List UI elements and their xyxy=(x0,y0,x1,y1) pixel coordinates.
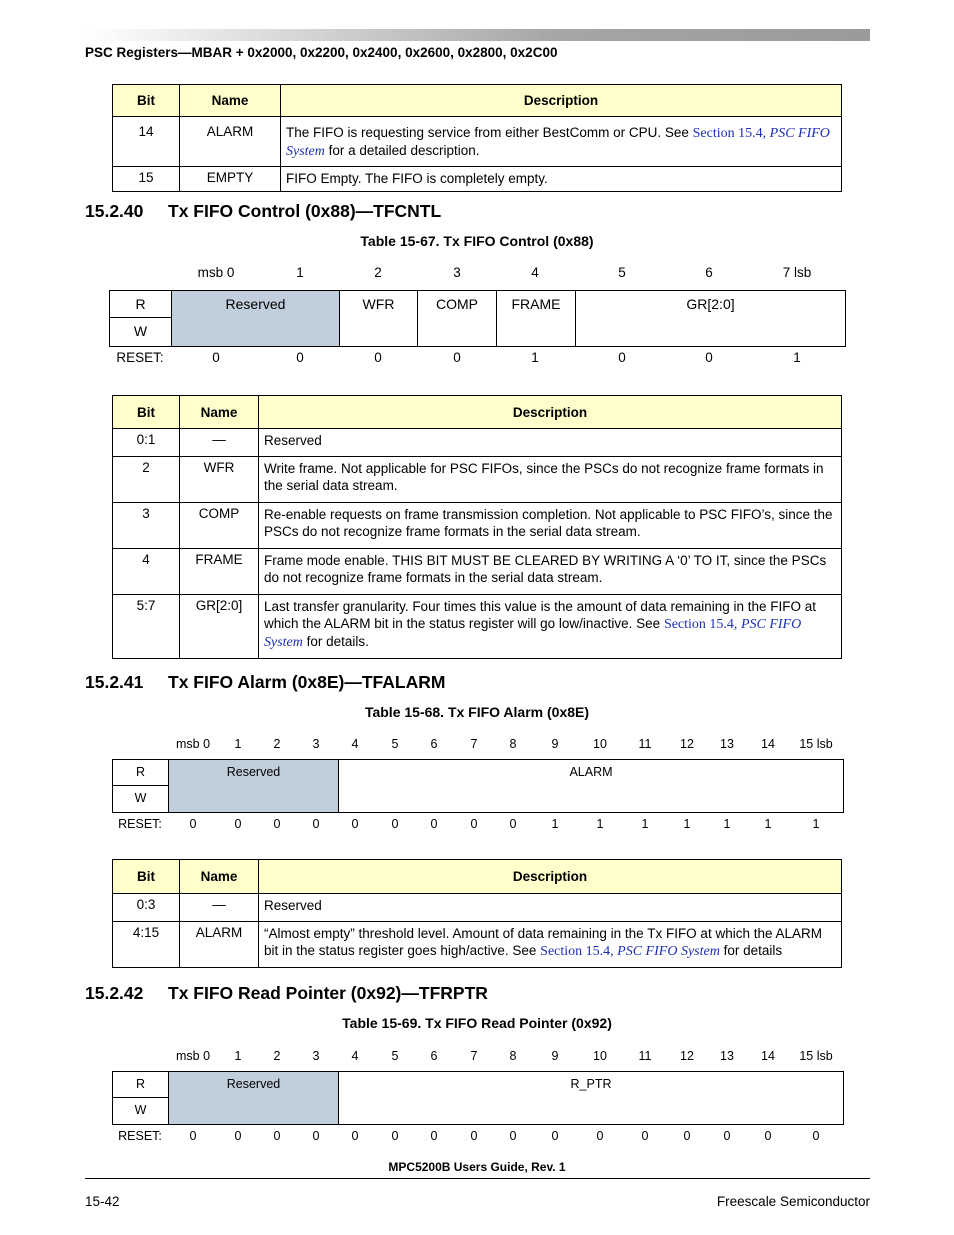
cell-description xyxy=(281,117,842,167)
bit-label: 8 xyxy=(509,1049,517,1063)
bit-label: 5 xyxy=(391,737,399,751)
cell-description: Frame mode enable. THIS BIT MUST BE CLEARED BY WRITING A ‘0’ TO IT, since the PSCs do not recognize frame formats in the serial data stream. xyxy=(259,549,842,595)
tfcntl-bit-table xyxy=(112,395,842,659)
running-head: PSC Registers—MBAR + 0x2000, 0x2200, 0x2400, 0x2600, 0x2800, 0x2C00 xyxy=(85,45,558,60)
table-title: Table 15-67. Tx FIFO Control (0x88) xyxy=(360,233,594,249)
field-gr: GR[2:0] xyxy=(686,296,735,312)
section-link[interactable] xyxy=(540,944,720,959)
reset-value: 0 xyxy=(683,1129,691,1143)
reset-value: 1 xyxy=(596,817,604,831)
bit-label: 12 xyxy=(680,1049,694,1063)
read-label: R xyxy=(113,1072,169,1098)
cell-description: Write frame. Not applicable for PSC FIFOs, since the PSCs do not recognize frame formats in the serial data stream. xyxy=(259,457,842,503)
reset-value: 0 xyxy=(234,1129,242,1143)
field-reserved: Reserved xyxy=(169,760,339,812)
section-number: 15.2.40 xyxy=(85,201,144,221)
col-header-name: Name xyxy=(180,396,259,429)
write-label: W xyxy=(110,318,172,346)
reset-value: 0 xyxy=(312,817,320,831)
field-alarm: ALARM xyxy=(569,765,613,779)
reset-value: 0 xyxy=(391,1129,399,1143)
reset-value: 0 xyxy=(312,1129,320,1143)
bit-number-row xyxy=(0,1049,954,1065)
bit-label: 3 xyxy=(453,265,461,280)
section-title-text: Tx FIFO Alarm (0x8E)—TFALARM xyxy=(168,672,446,692)
bit-label: 2 xyxy=(273,737,281,751)
bit-label: 15 lsb xyxy=(799,1049,833,1063)
bit-label: 11 xyxy=(638,737,652,751)
top-bit-table xyxy=(112,84,842,192)
link-title[interactable]: PSC FIFO System xyxy=(286,126,830,159)
cell-bit: 4 xyxy=(113,549,180,595)
reset-value: 1 xyxy=(551,817,559,831)
cell-name: ALARM xyxy=(180,922,259,968)
read-label: R xyxy=(110,291,172,318)
cell-name: EMPTY xyxy=(180,167,281,192)
reset-value: 0 xyxy=(641,1129,649,1143)
col-header-bit: Bit xyxy=(113,860,180,894)
table-row xyxy=(113,595,842,659)
cell-bit: 14 xyxy=(113,117,180,167)
reset-value: 0 xyxy=(723,1129,731,1143)
section-heading-15-2-42 xyxy=(85,983,488,1004)
bit-label: 4 xyxy=(351,1049,359,1063)
col-header-description: Description xyxy=(281,85,842,117)
reset-value: 0 xyxy=(212,350,220,365)
reset-value: 0 xyxy=(596,1129,604,1143)
bit-label: 14 xyxy=(761,737,775,751)
bit-label: msb 0 xyxy=(175,737,211,751)
bit-label: 9 xyxy=(551,737,559,751)
reset-value: 0 xyxy=(374,350,382,365)
reset-value: 0 xyxy=(273,817,281,831)
reset-value: 0 xyxy=(812,1129,820,1143)
bit-label: 13 xyxy=(720,1049,734,1063)
cell-name: GR[2:0] xyxy=(180,595,259,659)
reset-value: 0 xyxy=(273,1129,281,1143)
page-number: 15-42 xyxy=(85,1194,120,1209)
bit-number-row xyxy=(0,737,954,753)
reset-value: 0 xyxy=(470,817,478,831)
bit-label: 5 xyxy=(391,1049,399,1063)
bit-label: 15 lsb xyxy=(799,737,833,751)
reset-value: 1 xyxy=(764,817,772,831)
col-header-name: Name xyxy=(180,85,281,117)
reset-value: 0 xyxy=(705,350,713,365)
bit-label: 10 xyxy=(593,1049,607,1063)
table-row xyxy=(113,167,842,192)
reset-value: 0 xyxy=(351,1129,359,1143)
bit-label: 7 xyxy=(470,1049,478,1063)
table-row xyxy=(113,429,842,457)
section-number: 15.2.41 xyxy=(85,672,144,692)
reset-value: 0 xyxy=(351,817,359,831)
table-row xyxy=(113,117,842,167)
cell-name: WFR xyxy=(180,457,259,503)
bit-label: msb 0 xyxy=(197,265,235,280)
write-label: W xyxy=(113,786,169,812)
reset-value: 0 xyxy=(509,817,517,831)
reset-value: 0 xyxy=(189,817,197,831)
desc-text: for details xyxy=(719,943,783,958)
field-r-ptr: R_PTR xyxy=(570,1077,612,1091)
desc-text: Last transfer granularity. Four times this value is the amount of data remaining in the FIFO at which the ALARM bit in the status register will go low/inactive. See xyxy=(264,599,817,631)
reset-label: RESET: xyxy=(118,817,162,831)
section-heading-15-2-41 xyxy=(85,672,445,693)
bit-label: 3 xyxy=(312,737,320,751)
cell-bit: 15 xyxy=(113,167,180,192)
reset-value: 0 xyxy=(234,817,242,831)
cell-bit: 2 xyxy=(113,457,180,503)
bit-label: 14 xyxy=(761,1049,775,1063)
reset-value: 0 xyxy=(551,1129,559,1143)
col-header-bit: Bit xyxy=(113,85,180,117)
table-row xyxy=(113,503,842,549)
cell-bit: 3 xyxy=(113,503,180,549)
section-number: 15.2.42 xyxy=(85,983,144,1003)
cell-description xyxy=(259,595,842,659)
write-label: W xyxy=(113,1098,169,1124)
tfalarm-bit-table xyxy=(112,859,842,968)
reset-value: 0 xyxy=(430,1129,438,1143)
bit-label: 1 xyxy=(234,737,242,751)
table-row xyxy=(113,922,842,968)
desc-text: The FIFO is requesting service from either BestComm or CPU. See xyxy=(286,125,693,140)
field-reserved: Reserved xyxy=(172,291,340,346)
table-row xyxy=(113,894,842,922)
reset-value: 0 xyxy=(430,817,438,831)
reset-label: RESET: xyxy=(118,1129,162,1143)
reset-value: 0 xyxy=(296,350,304,365)
reset-value: 0 xyxy=(189,1129,197,1143)
reset-value: 0 xyxy=(391,817,399,831)
bit-label: 5 xyxy=(618,265,626,280)
bit-label: 6 xyxy=(430,737,438,751)
link-section[interactable]: Section 15.4, xyxy=(692,126,770,141)
register-diagram-tfalarm xyxy=(112,759,844,813)
field-frame: FRAME xyxy=(497,291,576,346)
reset-value: 1 xyxy=(641,817,649,831)
cell-name: — xyxy=(180,429,259,457)
bit-label: 10 xyxy=(593,737,607,751)
table-row xyxy=(113,457,842,503)
link-section[interactable]: Section 15.4, xyxy=(663,617,741,632)
footer-doc-title: MPC5200B Users Guide, Rev. 1 xyxy=(388,1160,566,1174)
bit-label: msb 0 xyxy=(175,1049,211,1063)
bit-number-row xyxy=(0,265,954,283)
reset-value: 0 xyxy=(764,1129,772,1143)
section-title-text: Tx FIFO Read Pointer (0x92)—TFRPTR xyxy=(168,983,488,1003)
col-header-bit: Bit xyxy=(113,396,180,429)
table-title: Table 15-69. Tx FIFO Read Pointer (0x92) xyxy=(342,1015,612,1031)
cell-description: Reserved xyxy=(259,429,842,457)
cell-name: ALARM xyxy=(180,117,281,167)
bit-label: 12 xyxy=(680,737,694,751)
bit-label: 1 xyxy=(234,1049,242,1063)
cell-bit: 4:15 xyxy=(113,922,180,968)
cell-bit: 5:7 xyxy=(113,595,180,659)
col-header-name: Name xyxy=(180,860,259,894)
cell-name: — xyxy=(180,894,259,922)
desc-text: for a detailed description. xyxy=(324,143,480,158)
cell-description: Reserved xyxy=(259,894,842,922)
table-title: Table 15-68. Tx FIFO Alarm (0x8E) xyxy=(364,704,590,720)
section-heading-15-2-40 xyxy=(85,201,441,222)
bit-label: 6 xyxy=(705,265,713,280)
reset-value: 0 xyxy=(509,1129,517,1143)
reset-value: 0 xyxy=(470,1129,478,1143)
cell-name: FRAME xyxy=(180,549,259,595)
cell-bit: 0:3 xyxy=(113,894,180,922)
cell-bit: 0:1 xyxy=(113,429,180,457)
bit-label: 4 xyxy=(531,265,539,280)
reset-value: 1 xyxy=(793,350,801,365)
register-diagram-tfrptr xyxy=(112,1071,844,1125)
reset-value: 1 xyxy=(531,350,539,365)
link-section[interactable]: Section 15.4, xyxy=(540,944,618,959)
bit-label: 3 xyxy=(312,1049,320,1063)
bit-label: 13 xyxy=(720,737,734,751)
bit-label: 1 xyxy=(296,265,304,280)
bit-label: 4 xyxy=(351,737,359,751)
read-label: R xyxy=(113,760,169,786)
col-header-description: Description xyxy=(259,396,842,429)
bit-label: 9 xyxy=(551,1049,559,1063)
bit-label: 2 xyxy=(273,1049,281,1063)
bit-label: 7 xyxy=(470,737,478,751)
desc-text: “Almost empty” threshold level. Amount of data remaining in the Tx FIFO at which the ALARM bit in the status register goes high/active. See xyxy=(264,926,822,958)
bit-label: 8 xyxy=(509,737,517,751)
reset-value: 0 xyxy=(618,350,626,365)
bit-label: 7 lsb xyxy=(782,265,812,280)
field-reserved: Reserved xyxy=(169,1072,339,1124)
field-comp: COMP xyxy=(418,291,497,346)
header-gradient-bar xyxy=(85,29,870,41)
field-wfr: WFR xyxy=(340,291,418,346)
reset-value: 1 xyxy=(812,817,820,831)
reset-row xyxy=(0,817,954,833)
reset-value: 1 xyxy=(683,817,691,831)
col-header-description: Description xyxy=(259,860,842,894)
reset-row xyxy=(0,1129,954,1145)
bit-label: 11 xyxy=(638,1049,652,1063)
cell-description: Re-enable requests on frame transmission completion. Not applicable to PSC FIFO’s, since the PSCs do not recognize frame formats in the serial data stream. xyxy=(259,503,842,549)
bit-label: 6 xyxy=(430,1049,438,1063)
reset-value: 0 xyxy=(453,350,461,365)
desc-text: for details. xyxy=(302,634,369,649)
footer-divider xyxy=(85,1178,870,1179)
cell-description xyxy=(259,922,842,968)
section-title-text: Tx FIFO Control (0x88)—TFCNTL xyxy=(168,201,442,221)
register-diagram-tfcntl xyxy=(109,290,846,347)
cell-name: COMP xyxy=(180,503,259,549)
link-title[interactable]: PSC FIFO System xyxy=(264,617,802,650)
link-title[interactable]: PSC FIFO System xyxy=(617,944,720,959)
reset-row xyxy=(0,350,954,368)
reset-value: 1 xyxy=(723,817,731,831)
table-row xyxy=(113,549,842,595)
reset-label: RESET: xyxy=(116,350,164,365)
cell-description: FIFO Empty. The FIFO is completely empty. xyxy=(281,167,842,192)
footer-company: Freescale Semiconductor xyxy=(716,1194,870,1209)
bit-label: 2 xyxy=(374,265,382,280)
